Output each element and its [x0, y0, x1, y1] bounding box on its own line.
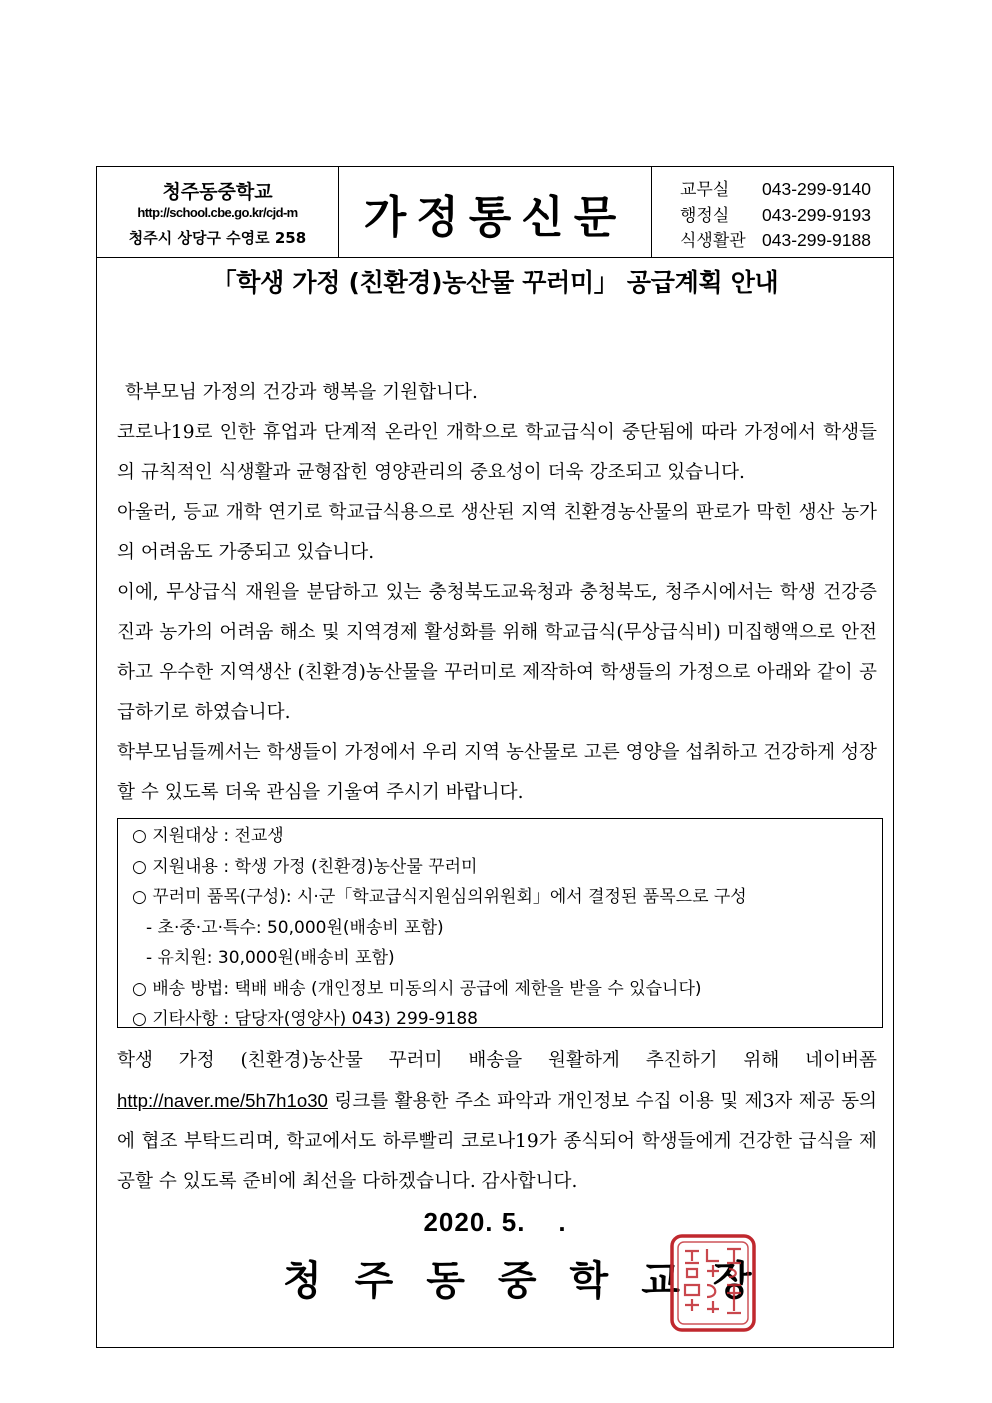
contact-row: [680, 175, 871, 200]
letter-header: [97, 167, 893, 258]
official-seal-icon: [669, 1233, 757, 1333]
contact-list: [652, 167, 895, 257]
closing-text-post: 링크를 활용한 주소 파악과 개인정보 수집 이용 및 제3자 제공 동의에 협조 부탁드리며, 학교에서도 하루빨리 코로나19가 종식되어 학생들에게 건강한 급식을 제공할 수 있도록 준비에 최선을 다하겠습니다. 감사합니다.: [117, 1091, 877, 1192]
body-paragraph: 학부모님 가정의 건강과 행복을 기원합니다.: [125, 382, 478, 403]
contact-row: [680, 201, 871, 226]
letter-body: [117, 373, 877, 813]
school-name: 청주동중학교: [162, 181, 273, 203]
contact-label: 식생활관: [680, 231, 746, 251]
body-paragraph: 코로나19로 인한 휴업과 단계적 온라인 개학으로 학교급식이 중단됨에 따라 가정에서 학생들의 규칙적인 식생활과 균형잡힌 영양관리의 중요성이 더욱 강조되고 있습니다.: [117, 422, 877, 483]
info-item: ○ 배송 방법: 택배 배송 (개인정보 미동의시 공급에 제한을 받을 수 있습니다): [132, 978, 702, 999]
info-item: ○ 꾸러미 품목(구성): 시·군「학교급식지원심의위원회」에서 결정된 품목으로 구성: [132, 887, 747, 907]
contact-number: 043-299-9140: [762, 179, 871, 199]
support-info-box: [117, 818, 883, 1028]
contact-label: 교무실: [680, 180, 730, 200]
body-paragraph: 이에, 무상급식 재원을 분담하고 있는 충청북도교육청과 충청북도, 청주시에서는 학생 건강증진과 농가의 어려움 해소 및 지역경제 활성화를 위해 학교급식(무상급식비) 미집행액으로 안전하고 우수한 지역생산 (친환경)농산물을 꾸러미로 제작하여 학생들의 가정으로 아래와 같이 공급하기로 하였습니다.: [117, 582, 877, 723]
closing-text-pre: 학생 가정 (친환경)농산물 꾸러미 배송을 원활하게 추진하기 위해 네이버폼: [117, 1050, 877, 1071]
body-paragraph: 아울러, 등교 개학 연기로 학교급식용으로 생산된 지역 친환경농산물의 판로가 막힌 생산 농가의 어려움도 가중되고 있습니다.: [117, 502, 877, 563]
contact-label: 행정실: [680, 206, 730, 226]
naver-form-link[interactable]: http://naver.me/5h7h1o30: [117, 1090, 328, 1111]
info-item: ○ 지원대상 : 전교생: [132, 826, 284, 846]
letter-title: 가정통신문: [363, 192, 627, 243]
info-item: ○ 기타사항 : 담당자(영양사) 043) 299-9188: [132, 1009, 478, 1029]
letter-frame: [96, 166, 894, 1348]
contact-row: [680, 226, 871, 251]
info-subitem: - 유치원: 30,000원(배송비 포함): [146, 948, 395, 968]
letter-subject: 「학생 가정 (친환경)농산물 꾸러미」 공급계획 안내: [211, 268, 779, 297]
school-address: 청주시 상당구 수영로 258: [128, 229, 307, 247]
issue-date: 2020. 5. .: [423, 1207, 567, 1237]
body-paragraph: 학부모님들께서는 학생들이 가정에서 우리 지역 농산물로 고른 영양을 섭취하고 건강하게 성장할 수 있도록 더욱 관심을 기울여 주시기 바랍니다.: [117, 742, 877, 803]
school-info: [97, 167, 339, 257]
info-subitem: - 초·중·고·특수: 50,000원(배송비 포함): [146, 917, 444, 938]
contact-number: 043-299-9193: [762, 205, 871, 225]
closing-paragraph: [117, 1041, 877, 1202]
contact-number: 043-299-9188: [762, 230, 871, 250]
info-item: ○ 지원내용 : 학생 가정 (친환경)농산물 꾸러미: [132, 856, 478, 877]
letter-title-cell: [339, 167, 652, 257]
school-url[interactable]: http://school.cbe.go.kr/cjd-m: [137, 205, 298, 220]
principal-signature: 청주동중학교장: [283, 1258, 785, 1304]
